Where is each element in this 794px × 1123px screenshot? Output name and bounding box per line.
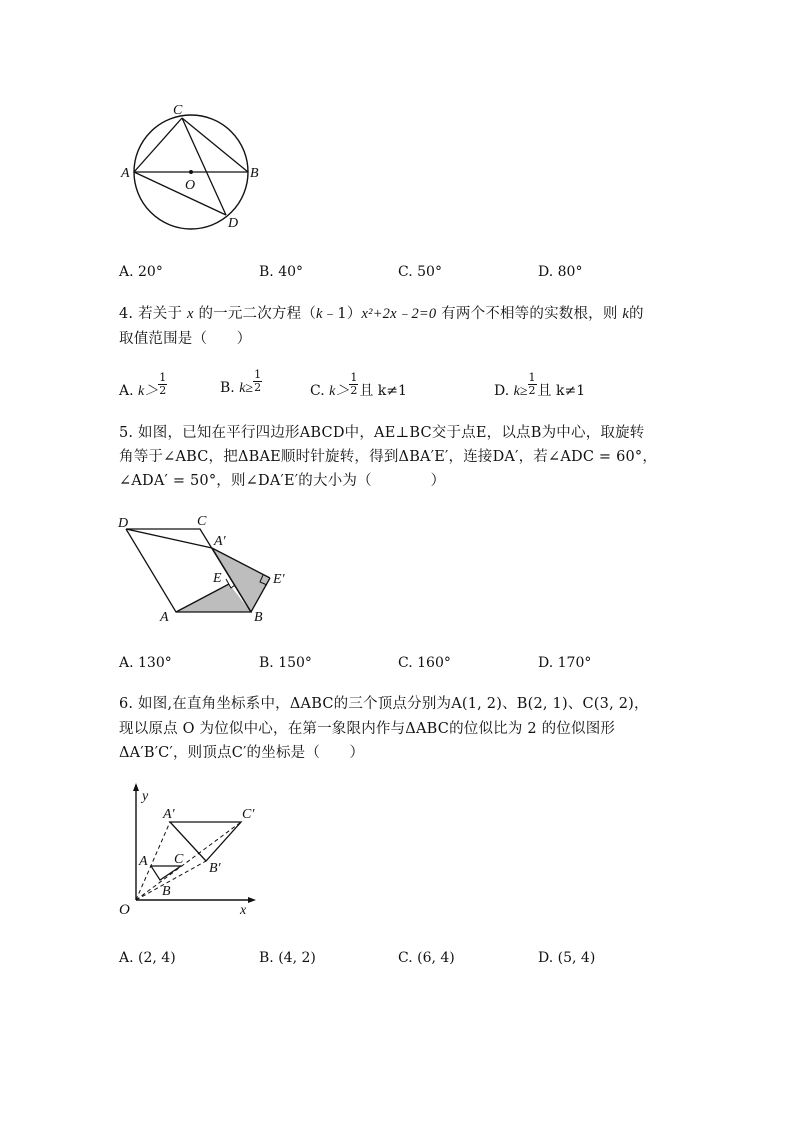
q5-stem-line3: ∠ADA′ = 50°，则∠DA′E′的大小为（ ） (119, 473, 446, 489)
fraction: $\frac{1}{2}$ (528, 371, 536, 397)
center-dot (189, 170, 193, 174)
q6-option-d[interactable]: D. (5, 4) (538, 950, 596, 966)
q3-option-c[interactable]: C. 50° (398, 264, 442, 280)
label-a: A (121, 166, 130, 181)
parallelogram-figure (110, 505, 300, 630)
label-c-prime: C′ (242, 807, 255, 822)
fraction: $\frac{1}{2}$ (350, 371, 358, 397)
q4-stem-line2: 取值范围是（ ） (119, 331, 252, 347)
q4-option-a[interactable]: A. k＞ $\frac{1}{2}$ (119, 371, 167, 399)
label-e-prime: E′ (273, 572, 285, 587)
label-a-prime: A′ (163, 807, 175, 822)
y-axis-arrow (133, 783, 139, 791)
label-c: C (174, 852, 184, 867)
label-b-prime: B′ (209, 861, 221, 876)
chord-cd (182, 118, 226, 215)
q4-stem-line1: 4. 若关于 x 的一元二次方程（k﹣1）x²+2x﹣2=0 有两个不相等的实数根，则 k的 (119, 306, 644, 322)
q6-stem-line1: 6. 如图,在直角坐标系中，ΔABC的三个顶点分别为A(1, 2)、B(2, 1)、C(3, 2)， (119, 696, 649, 712)
q5-option-a[interactable]: A. 130° (119, 655, 172, 671)
label-o: O (119, 902, 130, 918)
label-a: A (160, 610, 169, 625)
q6-option-a[interactable]: A. (2, 4) (119, 950, 176, 966)
q5-stem-line2: 角等于∠ABC，把ΔBAE顺时针旋转，得到ΔBA′E′，连接DA′，若∠ADC = 60°， (119, 449, 658, 465)
fraction: $\frac{1}{2}$ (254, 368, 262, 394)
q5-stem-line1: 5. 如图，已知在平行四边形ABCD中，AE⊥BC交于点E，以点B为中心，取旋转 (119, 425, 645, 441)
label-d: D (228, 216, 239, 231)
label-a: A (139, 854, 148, 869)
q6-option-b[interactable]: B. (4, 2) (259, 950, 316, 966)
q5-option-d[interactable]: D. 170° (538, 655, 592, 671)
label-e: E (213, 571, 222, 586)
label-b: B (162, 884, 171, 899)
label-d: D (118, 516, 129, 531)
dash-o-c1 (136, 822, 241, 900)
q4-option-d[interactable]: D. k≥ $\frac{1}{2}$ 且 k≠1 (494, 371, 586, 399)
fraction: $\frac{1}{2}$ (159, 371, 167, 397)
q3-option-a[interactable]: A. 20° (119, 264, 163, 280)
q6-option-c[interactable]: C. (6, 4) (398, 950, 455, 966)
q5-option-b[interactable]: B. 150° (259, 655, 312, 671)
label-y: y (142, 789, 149, 804)
label-x: x (240, 903, 247, 918)
label-a-prime: A′ (214, 534, 226, 549)
label-b: B (254, 610, 263, 625)
label-b: B (250, 166, 259, 181)
q3-option-b[interactable]: B. 40° (259, 264, 304, 280)
q4-option-b[interactable]: B. k≥ $\frac{1}{2}$ (220, 368, 262, 396)
label-c: C (173, 103, 183, 118)
q6-stem-line3: ΔA′B′C′，则顶点C′的坐标是（ ） (119, 745, 365, 761)
q3-option-d[interactable]: D. 80° (538, 264, 583, 280)
segment-da1 (126, 529, 212, 548)
label-c: C (197, 514, 207, 529)
x-axis-arrow (248, 897, 256, 903)
label-o: O (185, 178, 196, 193)
q5-option-c[interactable]: C. 160° (398, 655, 451, 671)
chord-cb (182, 118, 248, 172)
coordinate-figure (110, 780, 280, 920)
q6-stem-line2: 现以原点 O 为位似中心，在第一象限内作与ΔABC的位似比为 2 的位似图形 (119, 721, 616, 737)
q4-option-c[interactable]: C. k＞ $\frac{1}{2}$ 且 k≠1 (310, 371, 407, 399)
circle-figure (110, 95, 280, 235)
